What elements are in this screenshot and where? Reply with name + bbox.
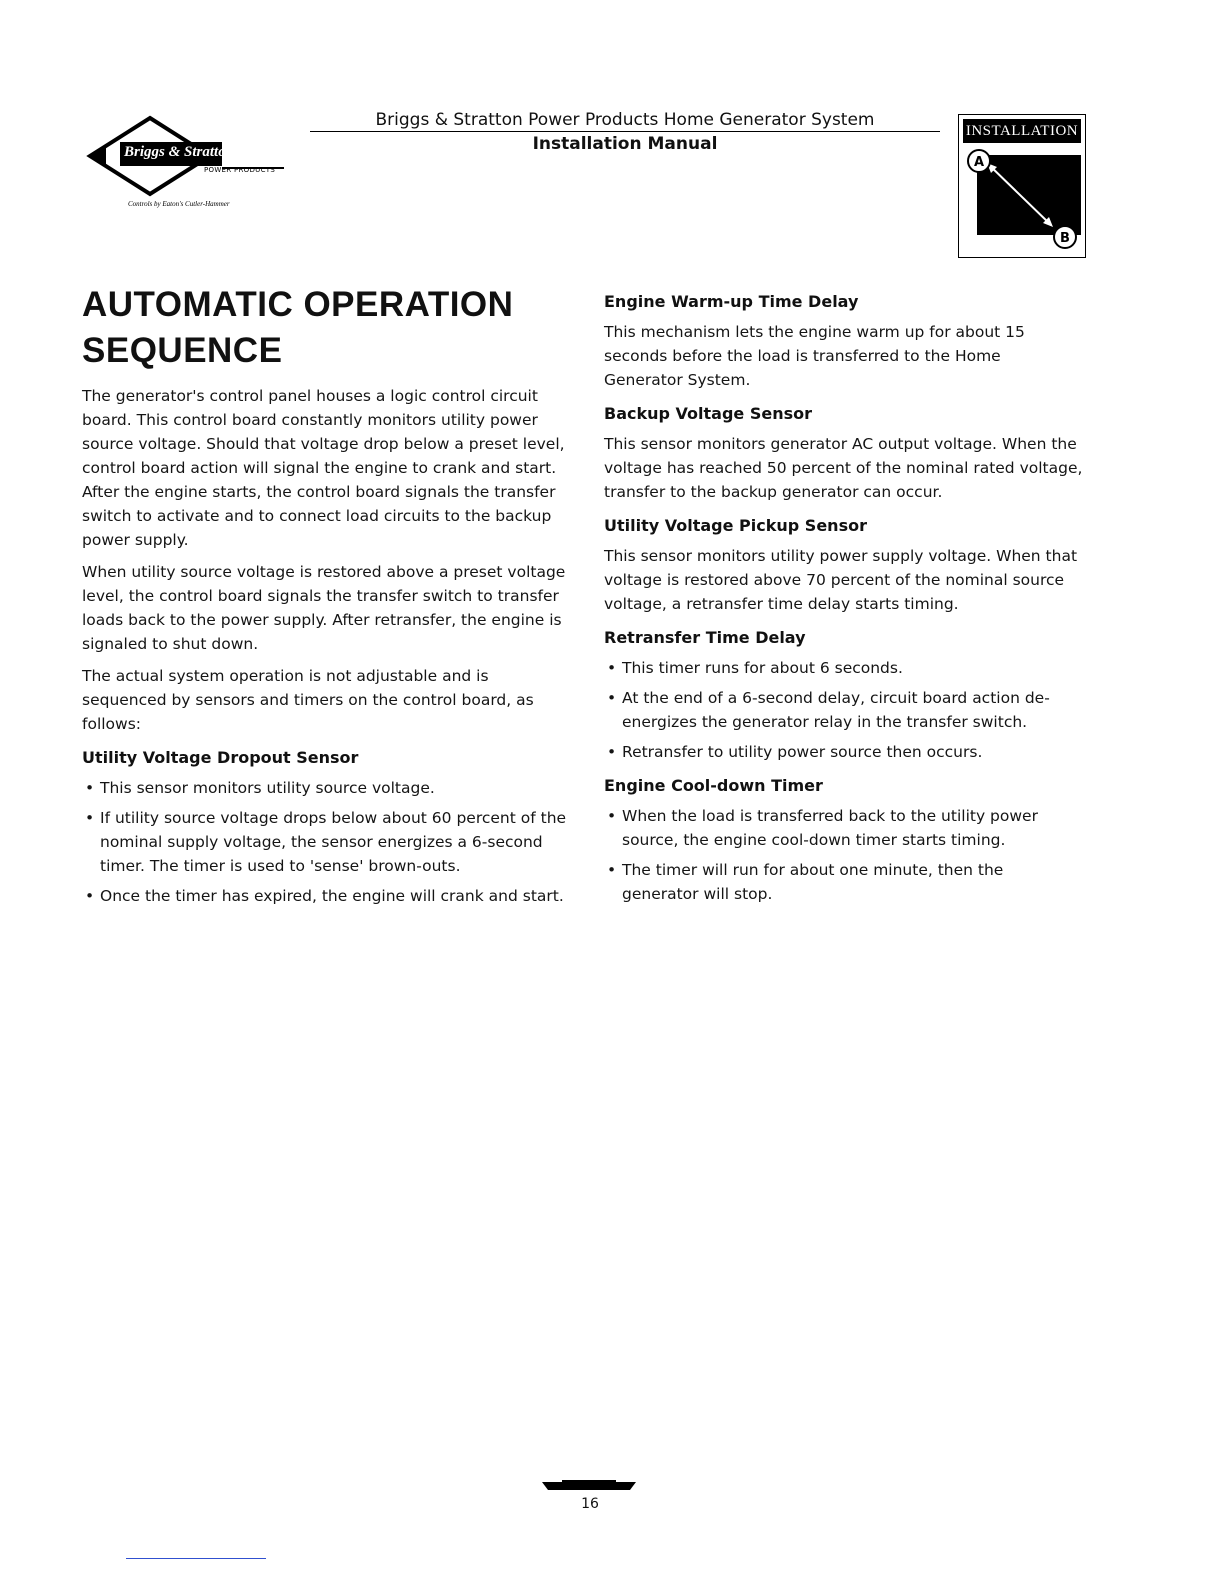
list-item: • This timer runs for about 6 seconds.: [604, 656, 1084, 680]
pickup-sensor-text: This sensor monitors utility power supply voltage. When that voltage is restored above 70 percent of the nominal source voltage, a retransfer time delay starts timing.: [604, 547, 1078, 613]
document-header-subtitle: Installation Manual: [532, 134, 718, 154]
list-item: • At the end of a 6-second delay, circuit board action de-energizes the generator relay in the transfer switch.: [604, 686, 1084, 734]
header-rule: [310, 131, 940, 132]
list-item: • If utility source voltage drops below about 60 percent of the nominal supply voltage, the sensor energizes a 6-second timer. The timer is used to 'sense' brown-outs.: [82, 806, 572, 878]
warmup-delay-heading: Engine Warm-up Time Delay: [604, 292, 859, 311]
section-badge: [958, 114, 1086, 258]
list-item: • This sensor monitors utility source voltage.: [82, 776, 572, 800]
brand-logo: [84, 112, 304, 222]
badge-point-b: B: [1060, 231, 1070, 246]
document-header-title: Briggs & Stratton Power Products Home Generator System: [375, 110, 875, 130]
footer-rule: [126, 1558, 266, 1559]
page-marker-icon: [542, 1480, 636, 1494]
list-item: • The timer will run for about one minute, then the generator will stop.: [604, 858, 1084, 906]
dropout-sensor-heading: Utility Voltage Dropout Sensor: [82, 748, 359, 767]
logo-credit: Controls by Eaton's Cutler-Hammer: [128, 200, 230, 208]
logo-brand-text: Briggs & Stratton: [124, 144, 235, 160]
warmup-delay-text: This mechanism lets the engine warm up for about 15 seconds before the load is transferred to the Home Generator System.: [604, 323, 1025, 389]
dropout-sensor-list: [82, 776, 572, 908]
a-to-b-diagram-icon: [963, 147, 1081, 251]
backup-sensor-text: This sensor monitors generator AC output voltage. When the voltage has reached 50 percent of the nominal rated voltage, transfer to the backup generator can occur.: [604, 435, 1083, 501]
section-badge-label: INSTALLATION: [963, 119, 1081, 143]
list-item: • Retransfer to utility power source then occurs.: [604, 740, 1084, 764]
list-item: • Once the timer has expired, the engine will crank and start.: [82, 884, 572, 908]
badge-point-a: A: [973, 155, 985, 170]
intro-paragraph: When utility source voltage is restored above a preset voltage level, the control board signals the transfer switch to transfer loads back to the power supply. After retransfer, the engine is signaled to shut down.: [82, 563, 566, 653]
page-title: AUTOMATIC OPERATION SEQUENCE: [82, 285, 514, 370]
logo-subtitle: POWER PRODUCTS: [204, 166, 276, 174]
pickup-sensor-heading: Utility Voltage Pickup Sensor: [604, 516, 867, 535]
cooldown-timer-heading: Engine Cool-down Timer: [604, 776, 823, 795]
backup-sensor-heading: Backup Voltage Sensor: [604, 404, 813, 423]
retransfer-delay-list: [604, 656, 1084, 764]
intro-paragraph: The actual system operation is not adjustable and is sequenced by sensors and timers on the control board, as follows:: [82, 667, 534, 733]
right-column: [604, 290, 1084, 912]
retransfer-delay-heading: Retransfer Time Delay: [604, 628, 806, 647]
left-column: [82, 384, 572, 914]
cooldown-timer-list: [604, 804, 1084, 906]
intro-paragraph: The generator's control panel houses a logic control circuit board. This control board constantly monitors utility power source voltage. Should that voltage drop below a preset level, control board action will signal the engine to crank and start. After the engine starts, the control board signals the transfer switch to activate and to connect load circuits to the backup power supply.: [82, 387, 565, 549]
page-number: 16: [581, 1496, 599, 1512]
list-item: • When the load is transferred back to the utility power source, the engine cool-down timer starts timing.: [604, 804, 1084, 852]
